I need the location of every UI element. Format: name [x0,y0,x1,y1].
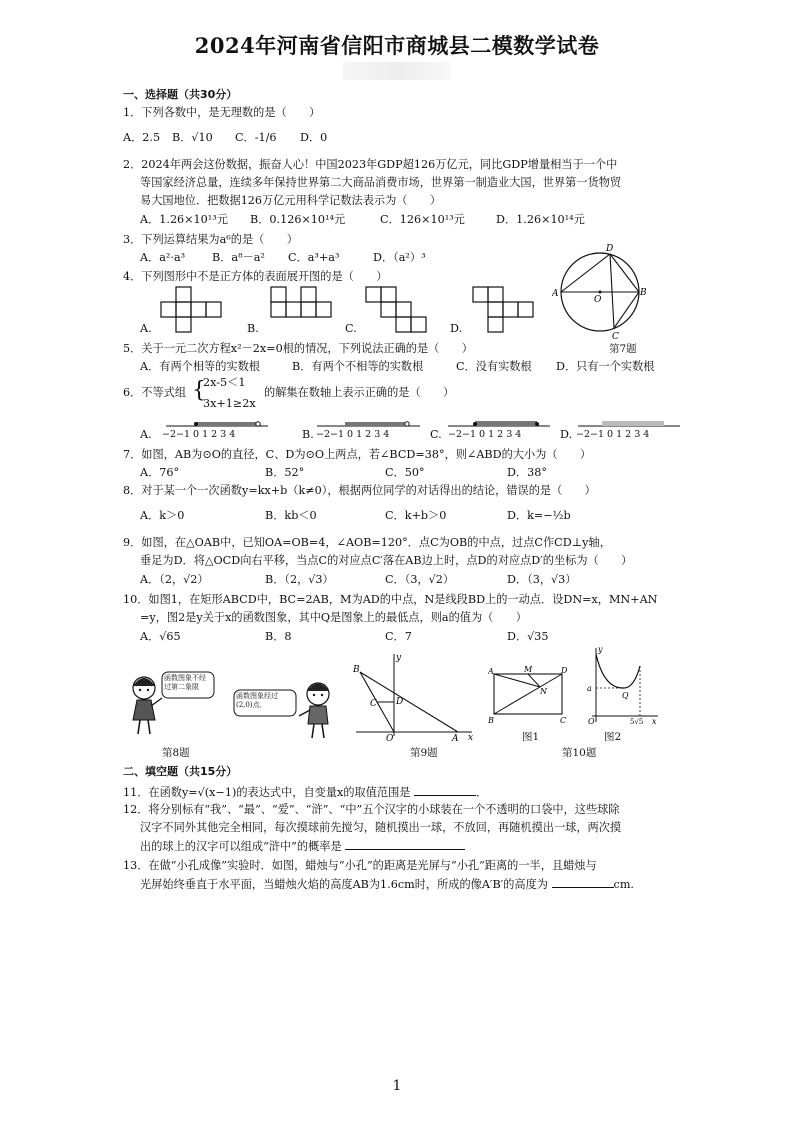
q9-option-b: B．（2，√3） [265,573,334,586]
q7-option-b: B．52° [265,466,305,479]
figure-q8-caption: 第8题 [162,747,190,759]
exam-title: 2024年河南省信阳市商城县二模数学试卷 [194,33,600,58]
q5-option-d: D．只有一个实数根 [556,360,655,373]
page-number: 1 [392,1078,402,1094]
figure-q10-caption: 第10题 [562,747,597,759]
figure-q8-cartoon [122,664,342,744]
figure-q10-graph [582,644,662,726]
q4-stem: 4．下列图形中不是正方体的表面展开图的是（ ） [123,270,388,283]
svg-text:O: O [386,734,394,742]
blurred-subtitle [343,62,451,80]
q8-option-b: B．kb＜0 [265,509,317,522]
svg-text:A: A [452,734,459,742]
q8-stem: 8．对于某一个一次函数y=kx+b（k≠0），根据两位同学的对话得出的结论，错误的是（ ） [123,484,596,497]
q4-option-b: B. [247,322,259,335]
q3-stem: 3．下列运算结果为a⁶的是（ ） [123,233,298,246]
q6-ticks-a: −2−1 0 1 2 3 4 [162,429,236,440]
svg-text:B: B [353,665,360,675]
q13-line1: 13．在做“小孔成像”实验时．如图，蜡烛与“小孔”的距离是光屏与“小孔”距离的一半，且蜡烛与 [123,859,597,872]
q12-text: 出的球上的汉字可以组成“浒中”的概率是 [140,840,342,853]
q6-ticks-b: −2−1 0 1 2 3 4 [316,429,390,440]
q6-ticks-d: −2−1 0 1 2 3 4 [576,429,650,440]
figure-q7-circle [552,240,652,340]
q7-option-c: C．50° [385,466,425,479]
svg-text:C: C [612,332,619,340]
figure-q9-caption: 第9题 [410,747,438,759]
svg-text:A: A [488,667,494,676]
q6-brace: { [192,378,206,403]
svg-text:M: M [524,665,533,674]
svg-text:B: B [488,716,494,725]
figure-q10-1-caption: 图1 [522,731,540,743]
q6-ticks-c: −2−1 0 1 2 3 4 [448,429,522,440]
figure-q10-rectangle [488,664,568,726]
bubble-text-1: 函数图象不经过第二象限 [164,674,206,691]
section-fill-heading: 二、填空题（共15分） [123,765,238,778]
q6-suffix: 的解集在数轴上表示正确的是（ ） [264,386,455,399]
q2-option-c: C．126×10¹³元 [380,213,465,226]
svg-text:C: C [560,716,567,725]
q11-suffix: ． [476,786,488,799]
q8-option-a: A．k＞0 [140,509,185,522]
q11-line [123,785,487,800]
svg-text:D: D [561,666,568,675]
q6-option-d: D. [560,428,573,441]
q8-option-d: D．k=−½b [507,509,571,522]
q4-option-a: A. [140,322,152,335]
q10-line2: =y，图2是y关于x的函数图象，其中Q是图象上的最低点，则a的值为（ ） [140,611,527,624]
q13-text: 光屏始终垂直于水平面，当蜡烛火焰的高度AB为1.6cm时，所成的像A′B′的高度为 [140,878,548,891]
figure-q9-triangle [352,650,477,742]
q2-line3: 易大国地位．把数据126万亿元用科学记数法表示为（ ） [140,194,442,207]
q1-option-c: C．-1/6 [235,131,277,144]
svg-text:B: B [640,288,647,298]
q7-stem: 7．如图，AB为⊙O的直径，C、D为⊙O上两点，若∠BCD=38°，则∠ABD的大小为（ ） [123,448,592,461]
q10-option-a: A．√65 [140,630,181,643]
q9-option-c: C．（3，√2） [385,573,455,586]
q4-option-c: C. [345,322,357,335]
q12-line2: 汉字不同外其他完全相同，每次摸球前先搅匀，随机摸出一球，不放回，再随机摸出一球，两次摸 [140,821,622,834]
svg-text:x: x [468,733,474,742]
q9-line1: 9．如图，在△OAB中，已知OA=OB=4，∠AOB=120°．点C为OB的中点，过点C作CD⊥y轴， [123,536,611,549]
svg-text:O: O [588,717,595,726]
q1-option-d: D．0 [300,131,328,144]
section-choice-heading: 一、选择题（共30分） [123,88,238,101]
svg-text:A: A [552,289,559,299]
q10-option-b: B．8 [265,630,292,643]
q2-option-a: A．1.26×10¹³元 [140,213,228,226]
q2-line2: 等国家经济总量，连续多年保持世界第二大商品消费市场，世界第一制造业大国，世界第一货物贸 [140,176,622,189]
q6-prefix: 6．不等式组 [123,386,187,399]
figure-q7-caption: 第7题 [609,343,637,355]
q13-unit: cm. [613,878,634,891]
svg-text:D: D [606,244,614,254]
q2-line1: 2．2024年两会这份数据，振奋人心！中国2023年GDP超126万亿元，同比GDP增量相当于一个中 [123,158,618,171]
q7-option-a: A．76° [140,466,180,479]
q11-text: 11．在函数y=√(x−1)的表达式中，自变量x的取值范围是 [123,786,411,799]
q3-option-a: A．a²·a³ [140,251,186,264]
svg-text:y: y [396,653,402,663]
q5-option-c: C．没有实数根 [456,360,532,373]
q2-option-d: D．1.26×10¹⁴元 [496,213,585,226]
q6-option-a: A. [140,428,152,441]
q13-line2 [140,877,634,892]
q5-option-a: A．有两个相等的实数根 [140,360,260,373]
bubble-text-2: 函数图象经过(2,0)点． [236,692,278,709]
svg-text:Q: Q [622,691,629,700]
q8-option-c: C．k+b＞0 [385,509,447,522]
q6-option-b: B. [302,428,314,441]
q12-line1: 12．将分别标有“我”、“最”、“爱”、“浒”、“中”五个汉字的小球装在一个不透明的口袋中，这些球除 [123,803,620,816]
svg-text:D: D [396,697,404,707]
q6-inequality-2: 3x+1≥2x [203,397,256,410]
q5-stem: 5．关于一元二次方程x²－2x=0根的情况，下列说法正确的是（ ） [123,342,473,355]
q3-option-c: C．a³+a³ [288,251,340,264]
svg-text:C: C [370,699,377,709]
svg-text:a: a [587,684,592,693]
figure-q10-2-caption: 图2 [604,731,622,743]
q9-line2: 垂足为D．将△OCD向右平移，当点C的对应点C′落在AB边上时，点D的对应点D′的坐标为（ ） [140,554,633,567]
svg-text:y: y [598,645,603,654]
q13-blank[interactable] [552,877,614,888]
q4-option-d: D. [450,322,463,335]
q6-inequality-1: 2x-5＜1 [203,376,246,389]
svg-text:x: x [652,717,657,726]
q1-stem: 1．下列各数中，是无理数的是（ ） [123,106,321,119]
q5-option-b: B．有两个不相等的实数根 [292,360,424,373]
q9-option-a: A．（2，√2） [140,573,209,586]
q10-option-d: D．√35 [507,630,549,643]
q6-option-c: C. [430,428,442,441]
q1-option-b: B．√10 [172,131,213,144]
q10-line1: 10．如图1，在矩形ABCD中，BC=2AB，M为AD的中点，N是线段BD上的一动点．设DN=x，MN+AN [123,593,658,606]
q9-option-d: D．（3，√3） [507,573,577,586]
svg-text:5√5: 5√5 [630,718,644,726]
q7-option-d: D．38° [507,466,547,479]
q11-blank[interactable] [414,785,476,796]
q12-line3 [140,839,465,854]
q2-option-b: B．0.126×10¹⁴元 [250,213,346,226]
q12-blank[interactable] [345,839,465,850]
q1-option-a: A．2.5 [123,131,161,144]
q10-option-c: C．7 [385,630,412,643]
q3-option-b: B．a⁸－a² [212,251,265,264]
q3-option-d: D．（a²）³ [373,251,426,264]
svg-text:N: N [540,687,547,696]
svg-text:O: O [594,295,602,305]
